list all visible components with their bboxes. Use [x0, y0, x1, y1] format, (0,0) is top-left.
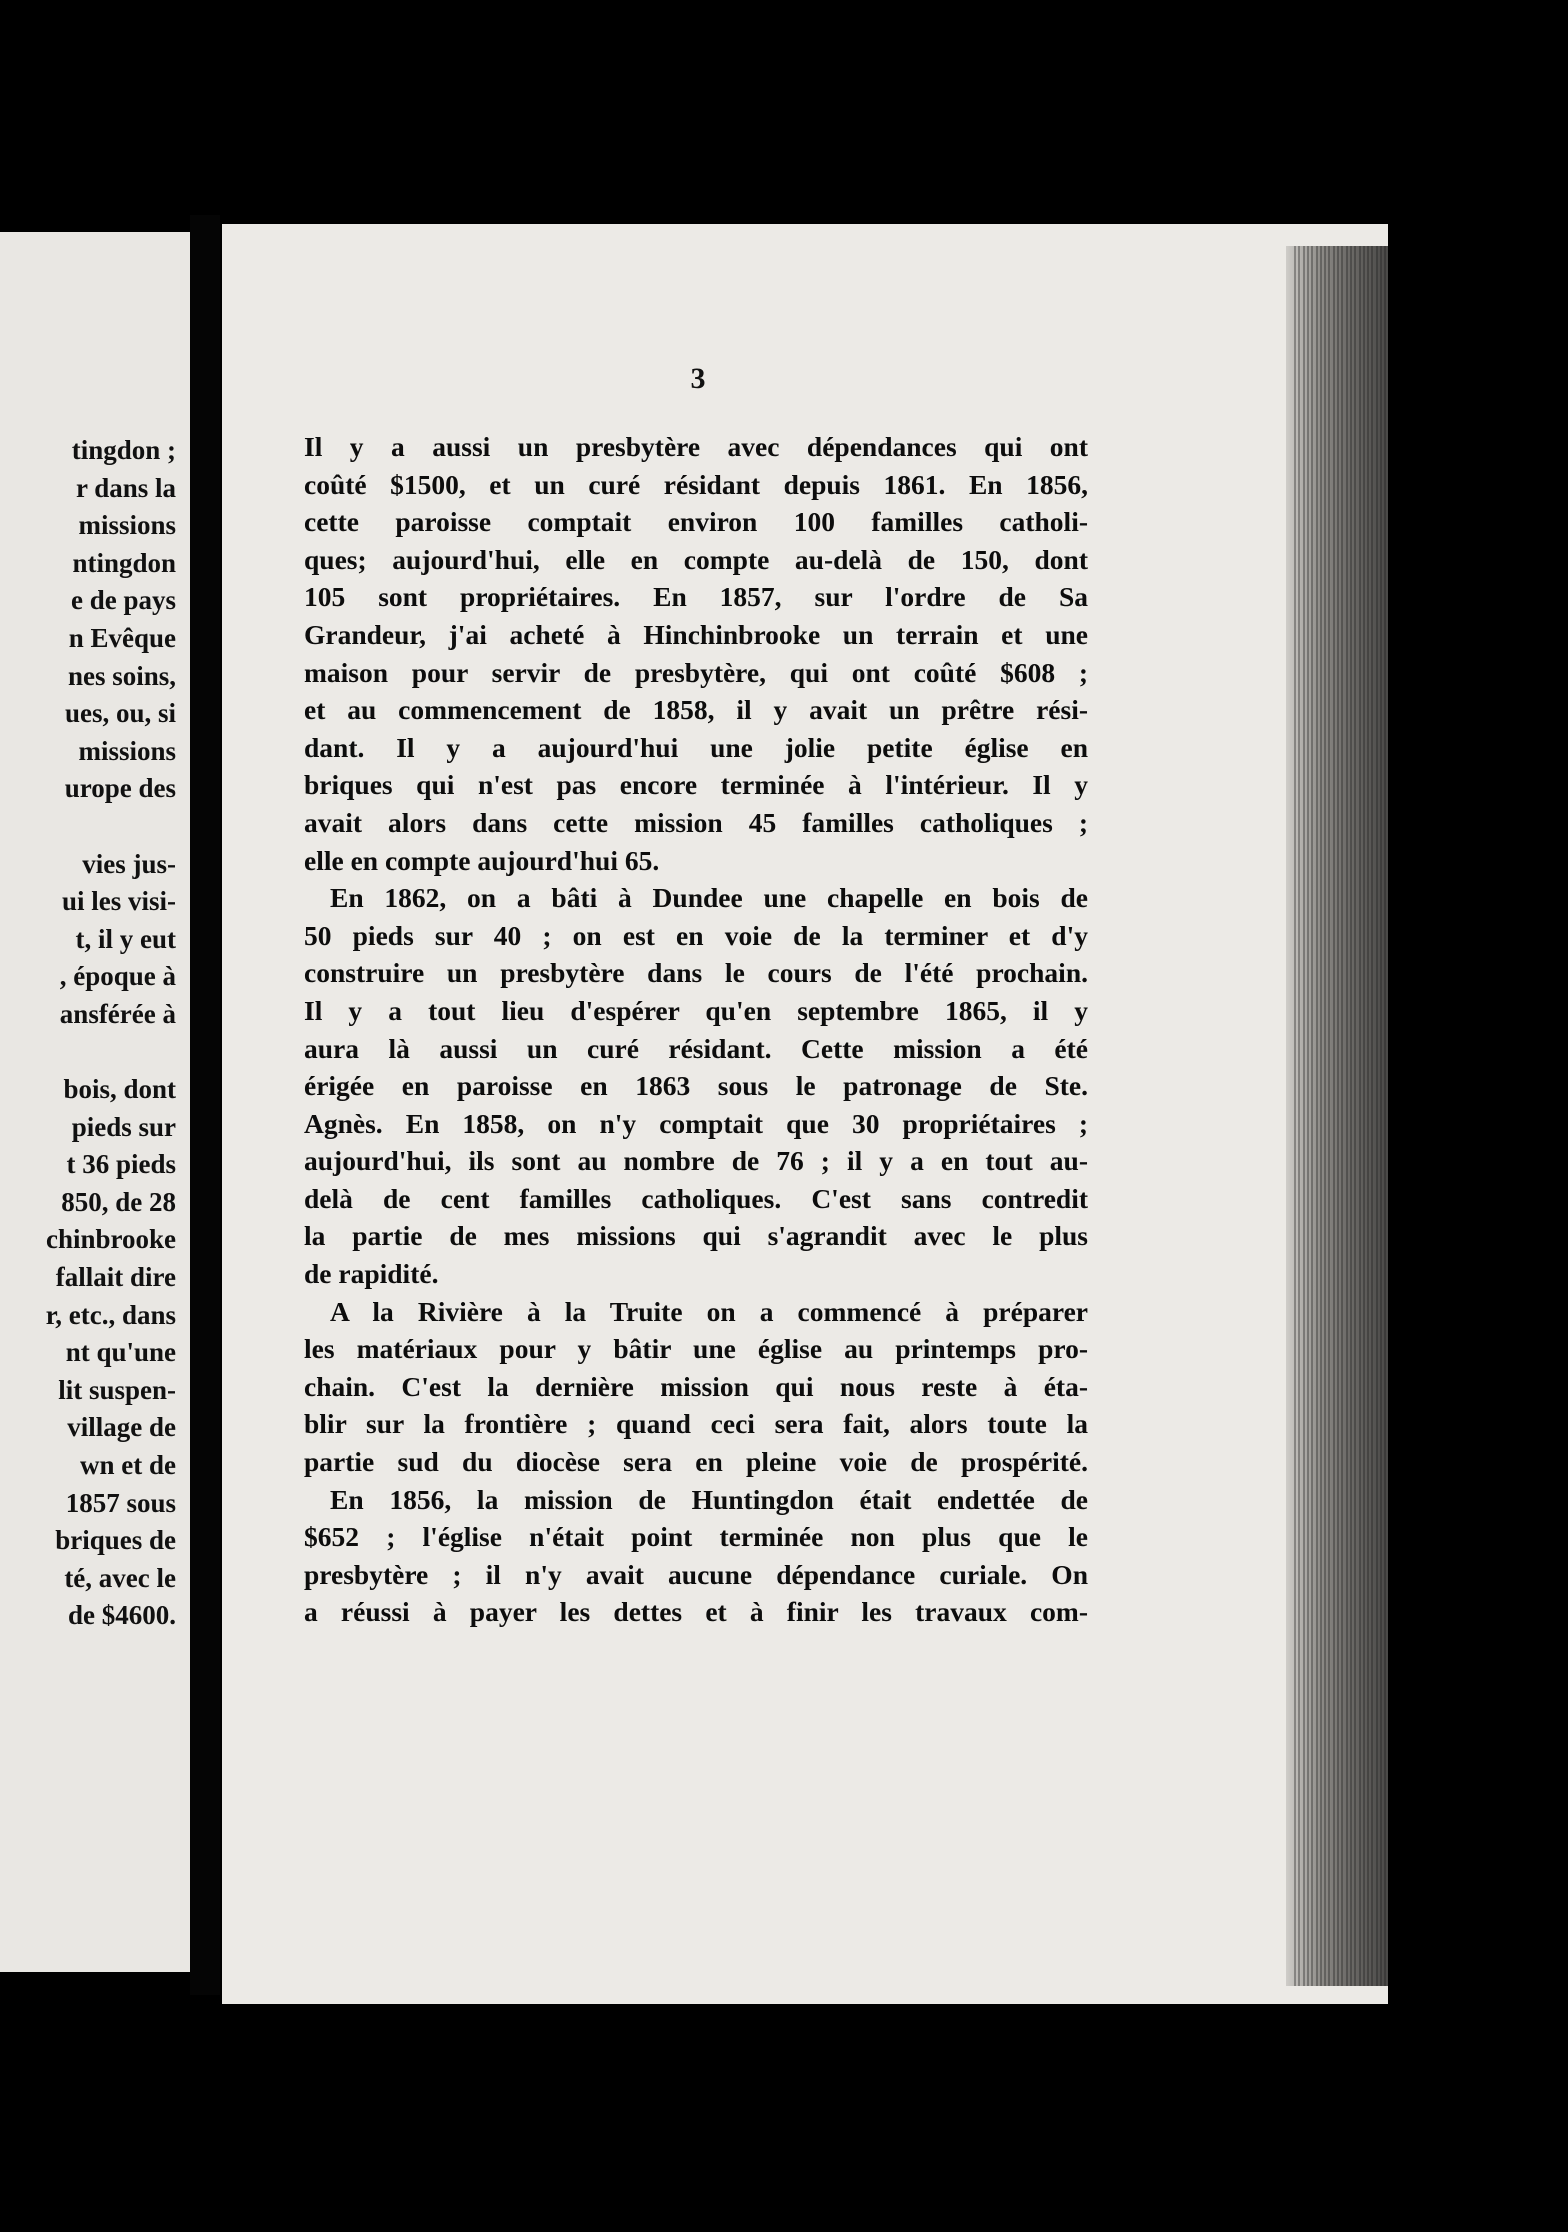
body-line: En 1862, on a bâti à Dundee une chapelle en bois de — [330, 882, 1088, 914]
previous-page-line: vies jus- — [82, 848, 176, 879]
previous-page-line: ui les visi- — [61, 886, 176, 917]
previous-page-line: nes soins, — [67, 660, 176, 691]
body-line: avait alors dans cette mission 45 familles catholiques ; — [304, 806, 1088, 838]
previous-page-line: ntingdon — [72, 547, 176, 578]
page-edge-stripe — [1311, 246, 1313, 1986]
body-line: de rapidité. — [304, 1258, 439, 1290]
page-edge-stripe — [1328, 246, 1330, 1986]
body-line: aura là aussi un curé résidant. Cette mission a été — [304, 1032, 1088, 1064]
previous-page-line: r dans la — [75, 472, 176, 503]
page-edge-stripe — [1341, 246, 1343, 1986]
previous-page-line: nt qu'une — [65, 1337, 176, 1368]
page-number: 3 — [690, 362, 706, 395]
previous-page-line: e de pays — [70, 585, 176, 616]
previous-page-text — [0, 432, 176, 1635]
previous-page-line: tingdon ; — [71, 435, 176, 465]
body-line: aujourd'hui, ils sont au nombre de 76 ; il y a en tout au- — [304, 1145, 1088, 1177]
page-edge-stripe — [1298, 246, 1300, 1986]
previous-page-line: pieds sur — [71, 1111, 176, 1142]
page-edge-stripe — [1376, 246, 1378, 1986]
page-edge-stripe — [1354, 246, 1356, 1986]
page-edge-stripe — [1294, 246, 1296, 1986]
previous-page-line: t, il y eut — [75, 923, 176, 954]
previous-page-line: urope des — [64, 773, 176, 804]
body-line: cette paroisse comptait environ 100 familles catholi- — [304, 506, 1088, 538]
body-line: coûté $1500, et un curé résidant depuis 1861. En 1856, — [304, 468, 1088, 500]
body-line: Agnès. En 1858, on n'y comptait que 30 propriétaires ; — [304, 1107, 1088, 1139]
previous-page-line: bois, dont — [63, 1074, 176, 1105]
page-edge-stripe — [1324, 246, 1326, 1986]
body-line: les matériaux pour y bâtir une église au printemps pro- — [304, 1333, 1088, 1365]
body-line: 50 pieds sur 40 ; on est en voie de la terminer et d'y — [304, 919, 1088, 951]
previous-page-line: t 36 pieds — [66, 1149, 176, 1180]
previous-page-line: village de — [67, 1412, 176, 1443]
previous-page-blank-line — [0, 1034, 176, 1072]
page-block-edge — [1286, 246, 1388, 1986]
body-line: delà de cent familles catholiques. C'est sans contredit — [304, 1182, 1088, 1214]
previous-page-blank-line — [0, 808, 176, 846]
page-edge-stripe — [1350, 246, 1352, 1986]
page-edge-stripe — [1303, 246, 1305, 1986]
previous-page-line: ansférée à — [59, 998, 176, 1029]
page-edge-stripe — [1359, 246, 1361, 1986]
previous-page-line: fallait dire — [55, 1262, 176, 1293]
page-edge-stripe — [1320, 246, 1322, 1986]
body-line: A la Rivière à la Truite on a commencé à préparer — [330, 1295, 1088, 1327]
page-edge-stripe — [1316, 246, 1318, 1986]
page-edge-stripe — [1380, 246, 1382, 1986]
previous-page-line: 1857 sous — [65, 1487, 176, 1518]
body-line: dant. Il y a aujourd'hui une jolie petite église en — [304, 731, 1088, 763]
previous-page-line: r, etc., dans — [45, 1299, 176, 1330]
body-line: blir sur la frontière ; quand ceci sera fait, alors toute la — [304, 1408, 1088, 1440]
previous-page-line: de $4600. — [68, 1600, 176, 1631]
previous-page-line: briques de — [55, 1525, 176, 1556]
body-line: 105 sont propriétaires. En 1857, sur l'ordre de Sa — [304, 581, 1088, 613]
binding-gutter — [190, 215, 220, 1995]
body-line: partie sud du diocèse sera en pleine voie de prospérité. — [304, 1446, 1088, 1478]
page-edge-stripe — [1333, 246, 1335, 1986]
previous-page-line: wn et de — [80, 1450, 176, 1481]
body-line: presbytère ; il n'y avait aucune dépendance curiale. On — [304, 1558, 1088, 1590]
page-body-text — [304, 428, 1088, 1631]
body-line: ques; aujourd'hui, elle en compte au-delà de 150, dont — [304, 543, 1088, 575]
body-line: a réussi à payer les dettes et à finir les travaux com- — [304, 1596, 1088, 1628]
body-line: chain. C'est la dernière mission qui nous reste à éta- — [304, 1370, 1088, 1402]
previous-page-line: missions — [78, 735, 176, 766]
previous-page-fragment — [0, 232, 190, 1972]
body-line: briques qui n'est pas encore terminée à l'intérieur. Il y — [304, 769, 1088, 801]
body-line: $652 ; l'église n'était point terminée non plus que le — [304, 1521, 1088, 1553]
page-edge-stripe — [1346, 246, 1348, 1986]
previous-page-line: , époque à — [59, 961, 176, 992]
body-line: Il y a tout lieu d'espérer qu'en septembre 1865, il y — [304, 994, 1088, 1026]
previous-page-line: 850, de 28 — [61, 1186, 176, 1217]
previous-page-line: té, avec le — [64, 1562, 176, 1593]
previous-page-line: n Evêque — [68, 622, 176, 653]
previous-page-line: lit suspen- — [58, 1374, 176, 1405]
page-edge-stripe — [1384, 246, 1386, 1986]
page-edge-stripe — [1367, 246, 1369, 1986]
body-line: Grandeur, j'ai acheté à Hinchinbrooke un terrain et une — [304, 618, 1088, 650]
previous-page-line: ues, ou, si — [64, 698, 176, 729]
body-line: elle en compte aujourd'hui 65. — [304, 844, 660, 876]
body-line: construire un presbytère dans le cours de l'été prochain. — [304, 957, 1088, 989]
previous-page-line: missions — [78, 510, 176, 541]
page-edge-stripe — [1363, 246, 1365, 1986]
page-edge-stripe — [1371, 246, 1373, 1986]
page-edge-stripe — [1337, 246, 1339, 1986]
body-line: la partie de mes missions qui s'agrandit avec le plus — [304, 1220, 1088, 1252]
body-line: Il y a aussi un presbytère avec dépendances qui ont — [304, 431, 1088, 462]
page-edge-stripe — [1307, 246, 1309, 1986]
body-line: érigée en paroisse en 1863 sous le patronage de Ste. — [304, 1070, 1088, 1102]
body-line: maison pour servir de presbytère, qui ont coûté $608 ; — [304, 656, 1088, 688]
previous-page-line: chinbrooke — [45, 1224, 176, 1255]
body-line: En 1856, la mission de Huntingdon était endettée de — [330, 1483, 1088, 1515]
body-line: et au commencement de 1858, il y avait un prêtre rési- — [304, 694, 1088, 726]
